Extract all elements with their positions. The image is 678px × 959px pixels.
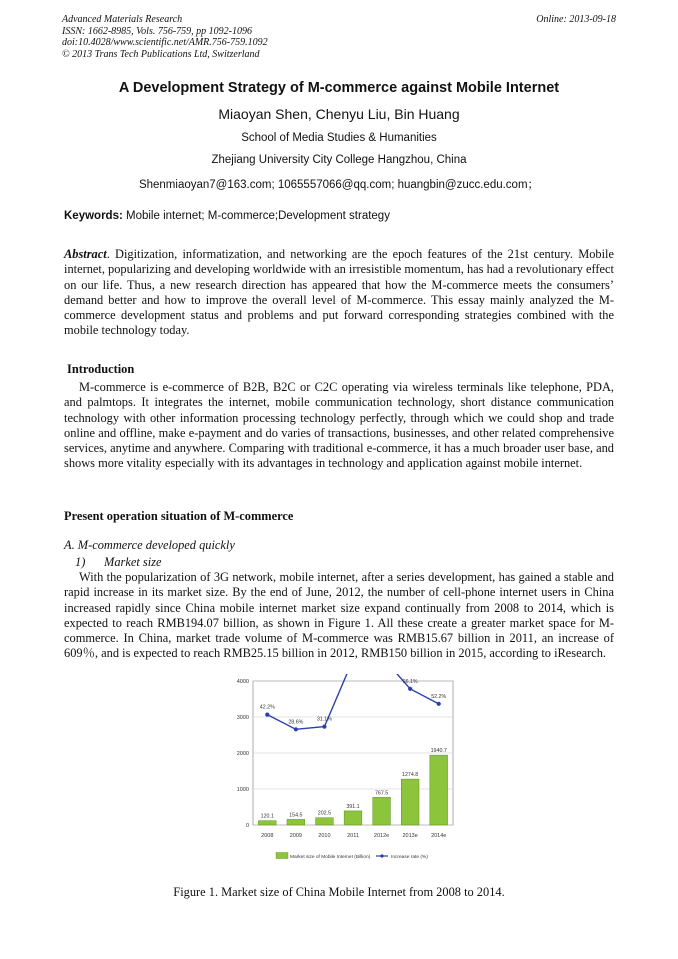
copyright-line: © 2013 Trans Tech Publications Ltd, Switzerland <box>62 48 260 60</box>
section-heading: Present operation situation of M-commerce <box>64 509 294 523</box>
bar <box>344 811 362 825</box>
subsubsection-label: Market size <box>104 555 162 569</box>
bar <box>373 797 391 825</box>
figure-caption: Figure 1. Market size of China Mobile Internet from 2008 to 2014. <box>173 885 505 899</box>
y-tick-label: 1000 <box>236 787 249 793</box>
journal-name: Advanced Materials Research <box>62 14 183 25</box>
legend-line-marker <box>380 854 383 857</box>
market-size-text: With the popularization of 3G network, mobile internet, after a series development, has gained a stable and rapid increase in its market size. By the end of June, 2012, the number of cell-phone internet users in China increased rapidly since China mobile internet market size expand continually from 2008 to 2014, which is expected to reach RMB194.07 billion, as shown in Figure 1. All these create a greater market space for M-commerce. In China, market trade volume of M-commerce was RMB15.67 billion in 2011, an increase of 609％, and is expected to reach RMB25.15 billion in 2012, RMB150 billion in 2015, according to iResearch. <box>64 570 614 661</box>
bar-value-label: 767.5 <box>374 790 389 797</box>
rate-point <box>437 702 441 706</box>
market-size-chart <box>226 674 462 866</box>
doi-line: doi:10.4028/www.scientific.net/AMR.756-759.1092 <box>62 37 268 48</box>
keywords-text: Mobile internet; M-commerce;Development strategy <box>122 210 390 222</box>
keywords <box>64 210 390 222</box>
legend-bar-swatch <box>276 853 288 859</box>
school: School of Media Studies & Humanities <box>241 132 437 144</box>
x-tick-label: 2012e <box>373 833 390 839</box>
bar <box>430 755 448 825</box>
subsection-heading: A. M-commerce developed quickly <box>64 538 235 552</box>
legend-bar-label: Market size of Mobile Internet (Billion) <box>290 855 371 860</box>
bar <box>287 819 305 825</box>
rate-point <box>408 687 412 691</box>
y-tick-label: 0 <box>245 823 249 829</box>
emails: Shenmiaoyan7@163.com; 1065557066@qq.com; huangbin@zucc.edu.com； <box>138 179 540 191</box>
university: Zhejiang University City College Hangzhou, China <box>211 154 467 166</box>
x-tick-label: 2010 <box>318 833 331 839</box>
rate-label: 66.1% <box>402 678 418 685</box>
abstract <box>64 247 614 339</box>
y-tick-label: 2000 <box>236 751 249 757</box>
legend-line-label: Increase rate (%) <box>391 855 428 860</box>
bar <box>258 821 276 825</box>
x-tick-label: 2011 <box>347 833 359 839</box>
rate-label: 52.2% <box>431 693 447 700</box>
rate-label: 31.1% <box>316 716 332 723</box>
y-tick-label: 3000 <box>236 715 249 721</box>
x-tick-label: 2008 <box>261 833 274 839</box>
bar <box>401 779 419 825</box>
rate-point <box>322 725 326 729</box>
bar-value-label: 202.5 <box>317 810 332 817</box>
issn-line: ISSN: 1662-8985, Vols. 756-759, pp 1092-1096 <box>62 25 252 37</box>
paper-title: A Development Strategy of M-commerce against Mobile Internet <box>118 80 560 96</box>
bar-value-label: 391.1 <box>346 803 360 810</box>
rate-point <box>265 713 269 717</box>
bar-value-label: 120.1 <box>260 813 274 820</box>
journal-header <box>62 14 268 60</box>
abstract-text: . Digitization, informatization, and networking are the epoch features of the 21st century. Mobile internet, popularizing and developing worldwide with an irresistible momentum, has had a revolutionary effect on our life. Thus, a new research direction has appeared that how the M-commerce meets the consumers’ demand better and how to improve the overall level of M-commerce. This essay mainly analyzed the M-commerce development status and problems and put forward corresponding strategies combined with the mobile technology today. <box>64 247 614 338</box>
introduction-heading: Introduction <box>67 362 135 376</box>
abstract-label: Abstract <box>64 247 107 261</box>
bar <box>316 818 334 825</box>
bar-value-label: 1274.8 <box>402 772 419 779</box>
y-tick-label: 4000 <box>236 679 249 685</box>
rate-point <box>294 727 298 731</box>
online-date: Online: 2013-09-18 <box>536 14 616 25</box>
subsubsection-number: 1) <box>75 555 86 569</box>
x-tick-label: 2014e <box>431 833 447 839</box>
x-tick-label: 2013e <box>402 833 418 839</box>
bar-value-label: 1940.7 <box>430 748 447 755</box>
bar-value-label: 154.5 <box>289 812 303 819</box>
rate-label: 28.6% <box>288 719 304 726</box>
authors: Miaoyan Shen, Chenyu Liu, Bin Huang <box>218 106 460 122</box>
keywords-label: Keywords: <box>64 210 123 222</box>
introduction-text: M-commerce is e-commerce of B2B, B2C or C2C operating via wireless terminals like telephone, PDA, and palmtops. It integrates the internet, mobile communication technology, short distance communication technology with other information processing technology perfectly, through which we could shop and trade online and offline, make e-payment and do varies of transactions, businesses, and other related comprehensive services, anytime and anywhere. Comparing with traditional e-commerce, it has a much broader user base, and shows more vitality especially with its advantages in technology and application against mobile internet. <box>64 380 614 471</box>
x-tick-label: 2009 <box>289 833 302 839</box>
rate-label: 42.2% <box>259 704 275 711</box>
